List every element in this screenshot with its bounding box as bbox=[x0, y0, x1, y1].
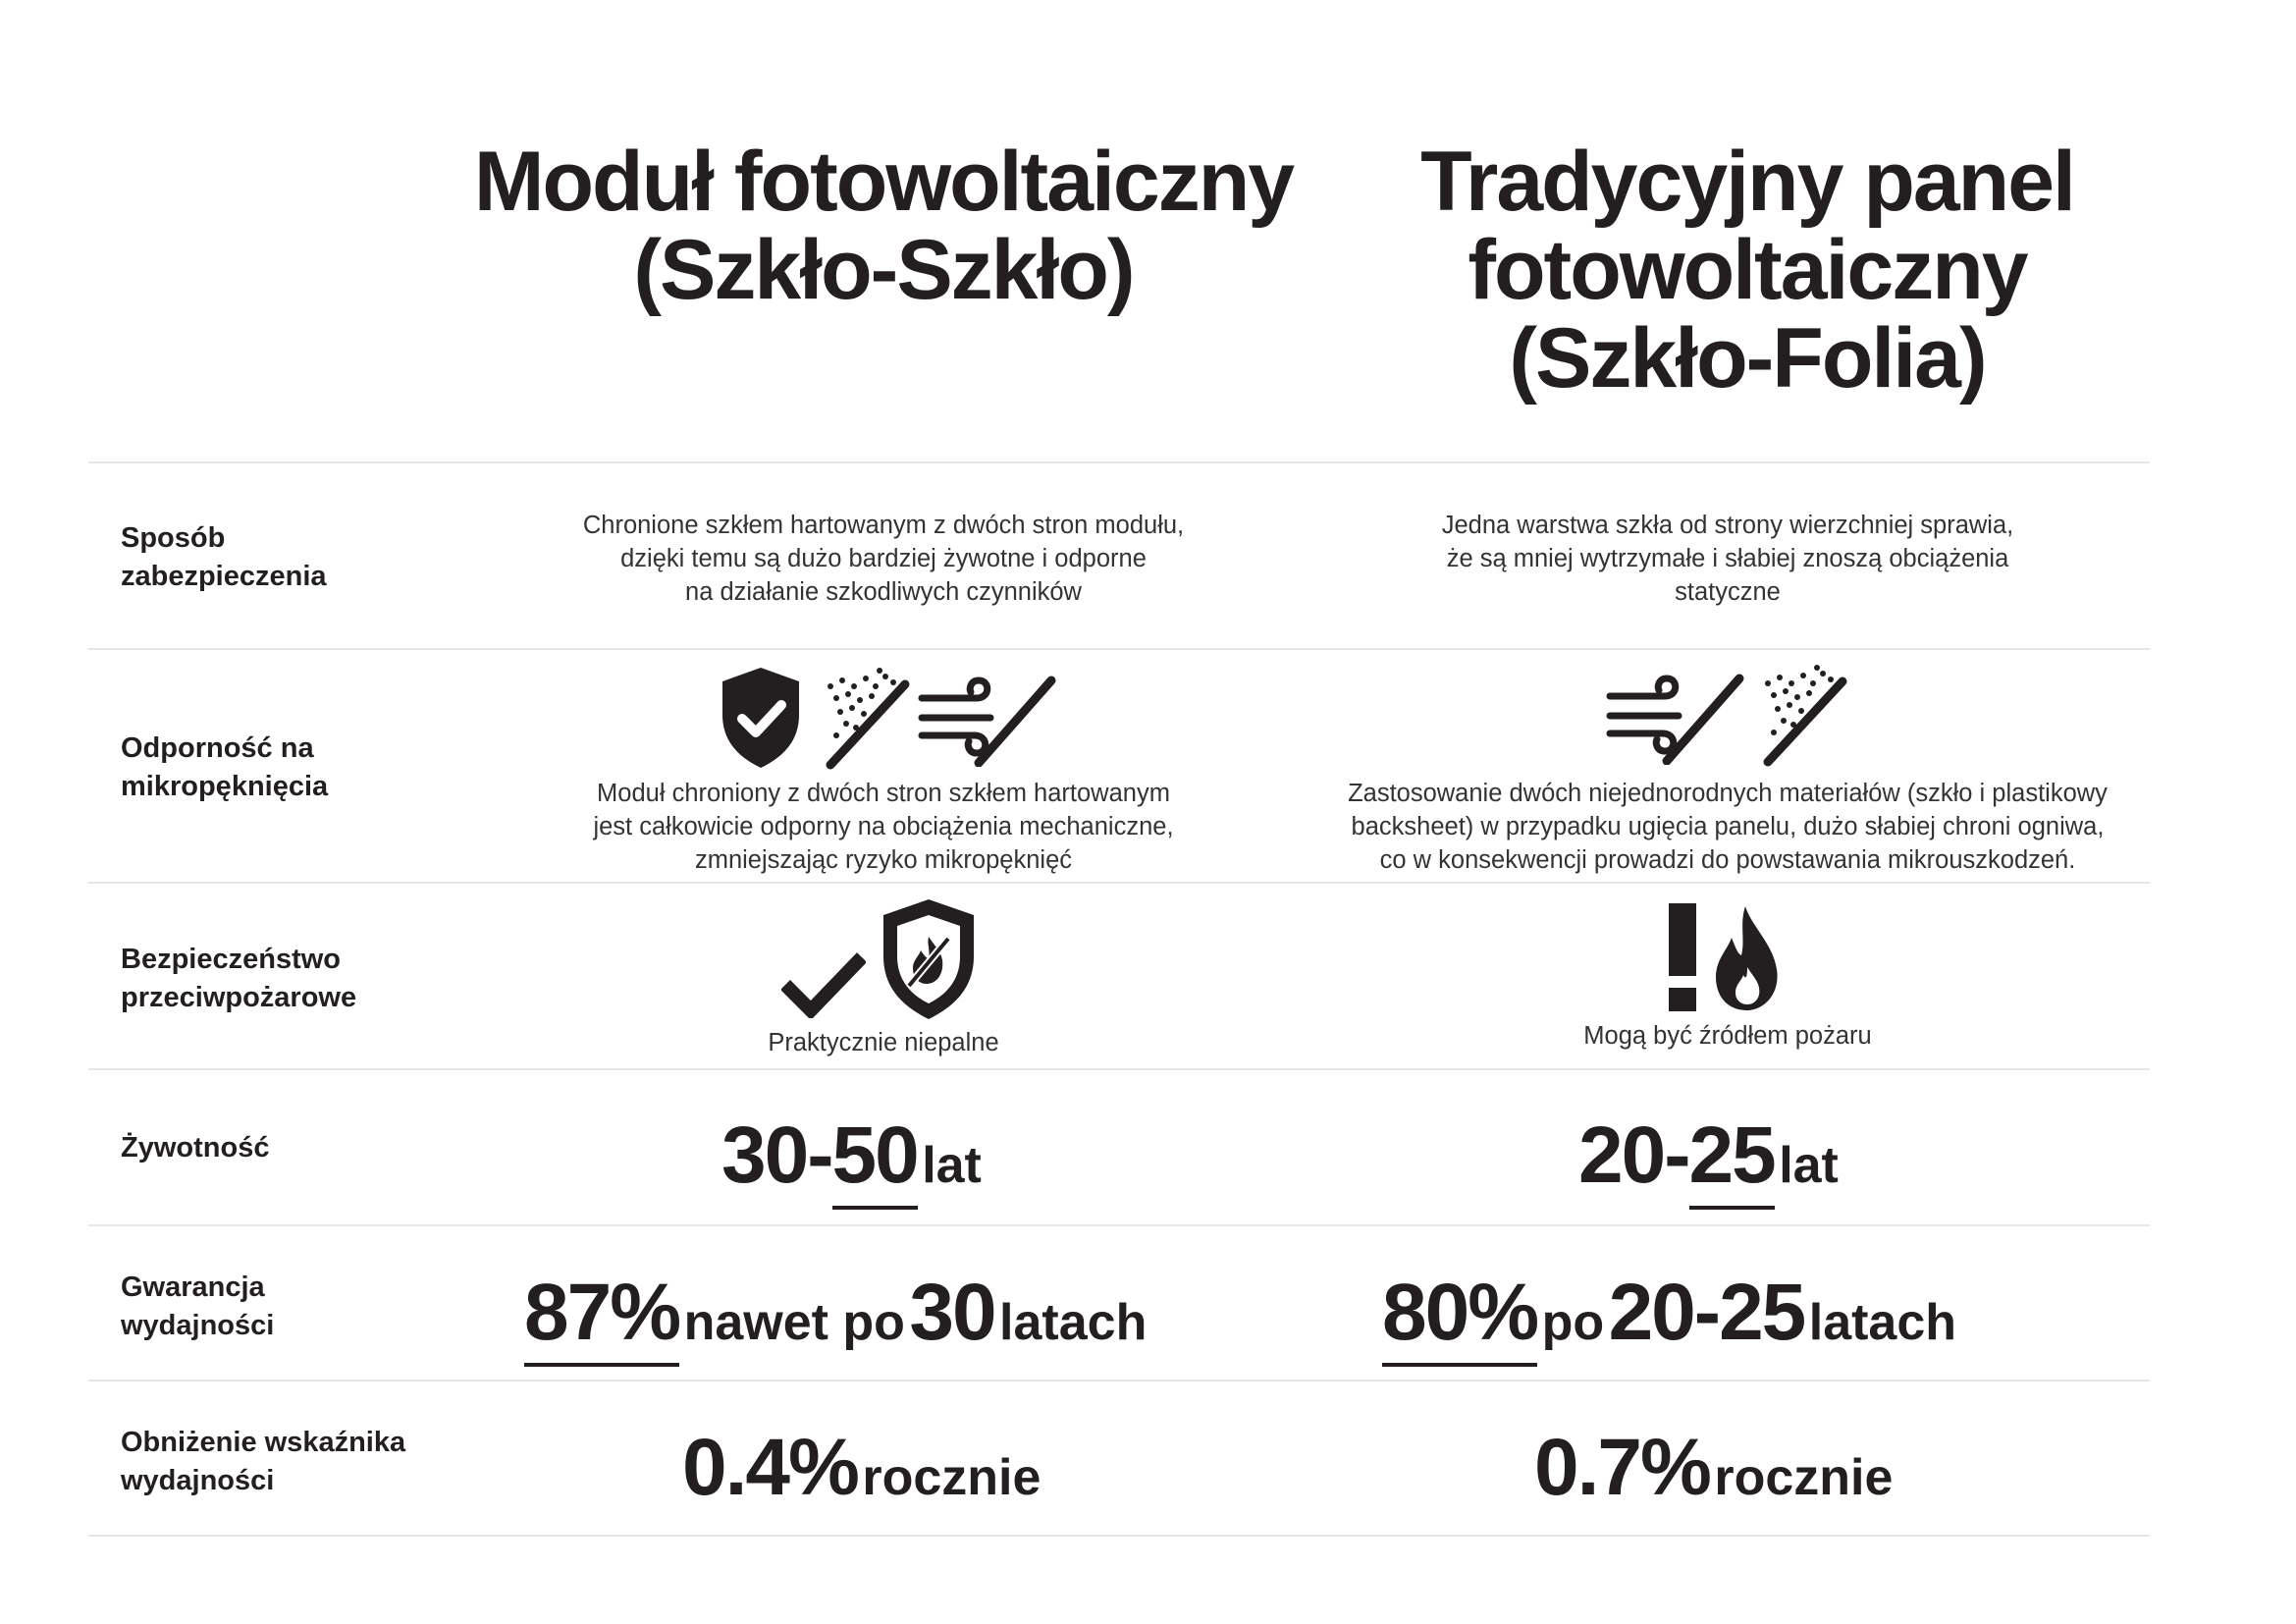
row-label-degradation: Obniżenie wskaźnika wydajności bbox=[121, 1427, 406, 1496]
protection-desc-glass-foil: Jedna warstwa szkła od strony wierzchniej sprawia, że są mniej wytrzymałe i słabiej znoszą obciążenia statyczne bbox=[1441, 512, 2014, 606]
divider bbox=[88, 648, 2150, 650]
warranty-value-glass-foil: 80% po 20-25 latach bbox=[1382, 1268, 1957, 1357]
checkmark-icon bbox=[781, 949, 866, 1018]
flame-icon bbox=[1712, 904, 1783, 1012]
degradation-value-glass-glass: 0.4% rocznie bbox=[682, 1423, 1041, 1512]
divider bbox=[88, 1224, 2150, 1226]
fire-icons-glass-foil bbox=[1665, 903, 1783, 1013]
microcracks-icons-glass-glass bbox=[717, 664, 1060, 772]
microcracks-desc-glass-glass: Moduł chroniony z dwóch stron szkłem hartowanym jest całkowicie odporny na obciążenia mechaniczne, zmniejszając ryzyko mikropęknięć bbox=[593, 780, 1174, 874]
row-label-microcracks: Odporność na mikropęknięcia bbox=[121, 732, 329, 802]
degradation-value-glass-foil: 0.7% rocznie bbox=[1534, 1423, 1894, 1512]
shield-fire-blocked-icon bbox=[878, 895, 980, 1023]
column-title-glass-glass: Moduł fotowoltaiczny (Szkło-Szkło) bbox=[473, 135, 1294, 317]
exclamation-icon bbox=[1665, 903, 1700, 1013]
divider bbox=[88, 1068, 2150, 1070]
divider bbox=[88, 1380, 2150, 1381]
fire-desc-glass-glass: Praktycznie niepalne bbox=[768, 1029, 999, 1056]
row-label-fire: Bezpieczeństwo przeciwpożarowe bbox=[121, 944, 357, 1013]
row-label-lifetime: Żywotność bbox=[121, 1132, 270, 1164]
column-title-glass-foil: Tradycyjny panel fotowoltaiczny (Szkło-Folia) bbox=[1420, 135, 2074, 406]
microcracks-desc-glass-foil: Zastosowanie dwóch niejednorodnych materiałów (szkło i plastikowy backsheet) w przypadku ugięcia panelu, dużo słabiej chroni ogniwa, co w konsekwencji prowadzi do powstawania mikrouszkodzeń. bbox=[1348, 780, 2108, 874]
hail-blocked-icon bbox=[817, 667, 910, 770]
wind-blocked-icon bbox=[1606, 667, 1748, 765]
lifetime-value-glass-glass: 30-50 lat bbox=[721, 1110, 982, 1200]
divider bbox=[88, 1535, 2150, 1537]
warranty-value-glass-glass: 87% nawet po 30 latach bbox=[524, 1268, 1148, 1357]
fire-icons-glass-glass bbox=[781, 895, 980, 1023]
lifetime-value-glass-foil: 20-25 lat bbox=[1578, 1110, 1839, 1200]
divider bbox=[88, 882, 2150, 884]
shield-check-icon bbox=[717, 664, 805, 772]
protection-desc-glass-glass: Chronione szkłem hartowanym z dwóch stron modułu, dzięki temu są dużo bardziej żywotne i odporne na działanie szkodliwych czynników bbox=[582, 512, 1185, 606]
hail-blocked-icon bbox=[1754, 664, 1847, 767]
microcracks-icons-glass-foil bbox=[1606, 664, 1847, 767]
wind-blocked-icon bbox=[918, 669, 1060, 767]
row-label-warranty: Gwarancja wydajności bbox=[121, 1272, 275, 1341]
fire-desc-glass-foil: Mogą być źródłem pożaru bbox=[1583, 1022, 1872, 1050]
divider bbox=[88, 461, 2150, 463]
row-label-protection: Sposób zabezpieczenia bbox=[121, 522, 327, 592]
